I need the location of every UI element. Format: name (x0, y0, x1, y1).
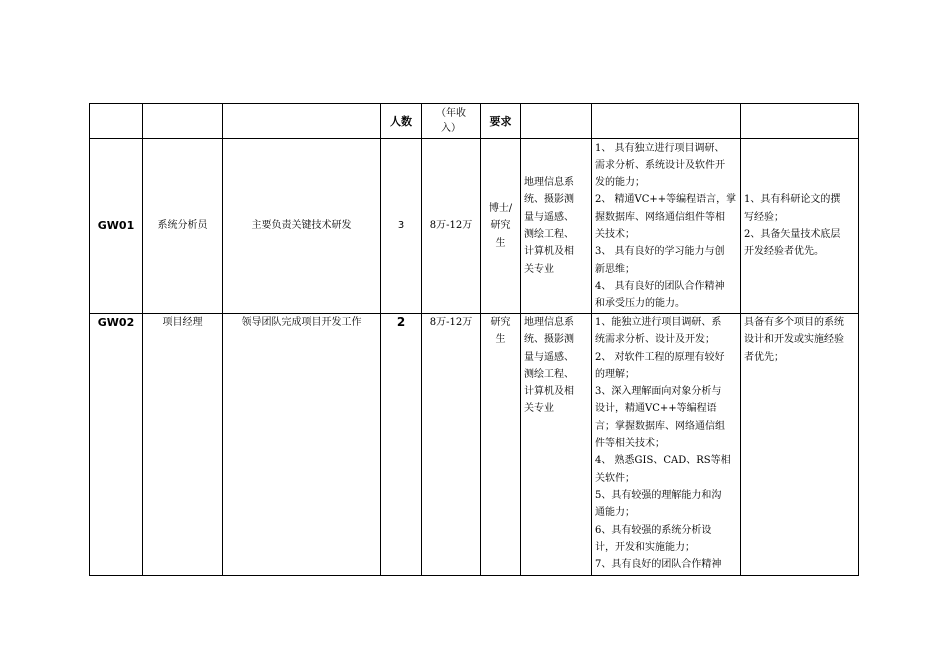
skill-line: 6、具有较强的系统分析设 (595, 524, 712, 536)
job-salary: 8万-12万 (422, 314, 481, 576)
skill-line: 5、具有较强的理解能力和沟 (595, 489, 722, 501)
header-skills-cell (592, 104, 741, 139)
job-headcount: 3 (381, 139, 422, 314)
skill-line: 和承受压力的能力。 (595, 298, 685, 310)
skill-line: 2、 对软件工程的原理有较好 (595, 351, 725, 363)
degree-line: 研究 (490, 317, 511, 328)
job-duty: 主要负责关键技术研发 (223, 139, 381, 314)
job-position: 项目经理 (143, 314, 223, 576)
header-row (90, 104, 859, 139)
skill-line: 3、 具有良好的学习能力与创 (595, 246, 725, 258)
job-skills (592, 314, 741, 576)
bonus-line: 写经验； (744, 211, 784, 223)
header-major-cell (521, 104, 592, 139)
job-table (89, 103, 859, 576)
bonus-line: 2、具备矢量技术底层 (744, 229, 841, 240)
major-line: 量与遥感、 (524, 351, 574, 363)
degree-line: 研究 (490, 220, 511, 232)
skill-line: 新思维； (595, 263, 635, 275)
job-code: GW02 (90, 314, 143, 576)
header-salary (422, 104, 481, 139)
degree-line: 生 (495, 237, 506, 249)
job-headcount: 2 (381, 314, 422, 576)
table-row (90, 314, 859, 576)
major-line: 统、摄影测 (524, 334, 574, 346)
major-line: 地理信息系 (524, 317, 574, 328)
skill-line: 1、 具有独立进行项目调研、 (595, 142, 725, 154)
job-bonus (741, 314, 859, 576)
job-degree (481, 139, 521, 314)
skill-line: 发的能力； (595, 177, 645, 189)
header-code-cell (90, 104, 143, 139)
skill-line: 需求分析、系统设计及软件开 (595, 159, 725, 171)
job-code: GW01 (90, 139, 143, 314)
header-requirement: 要求 (481, 104, 521, 139)
job-skills (592, 139, 741, 314)
job-major (521, 314, 592, 576)
bonus-line: 具备有多个项目的系统 (744, 317, 844, 328)
major-line: 地理信息系 (524, 177, 574, 189)
job-major (521, 139, 592, 314)
skill-line: 7、具有良好的团队合作精神 (595, 559, 722, 571)
bonus-line: 者优先； (744, 351, 784, 363)
job-degree (481, 314, 521, 576)
skill-line: 3、深入理解面向对象分析与 (595, 386, 722, 398)
skill-line: 关技术； (595, 229, 635, 240)
major-line: 统、摄影测 (524, 194, 574, 206)
major-line: 计算机及相 (524, 246, 574, 258)
job-position: 系统分析员 (143, 139, 223, 314)
major-line: 测绘工程、 (524, 368, 574, 380)
major-line: 计算机及相 (524, 386, 574, 398)
job-salary: 8万-12万 (422, 139, 481, 314)
header-position-cell (143, 104, 223, 139)
major-line: 测绘工程、 (524, 229, 574, 240)
degree-line: 生 (495, 334, 506, 346)
skill-line: 设计，精通VC++等编程语 (595, 403, 717, 415)
major-line: 关专业 (524, 263, 554, 275)
header-duty-cell (223, 104, 381, 139)
header-bonus-cell (741, 104, 859, 139)
degree-line: 博士/ (488, 203, 513, 215)
bonus-line: 设计和开发或实施经验 (744, 334, 844, 346)
skill-line: 4、 熟悉GIS、CAD、RS等相 (595, 455, 731, 467)
skill-line: 计，开发和实施能力； (595, 541, 695, 553)
header-salary-line1: （年收 (436, 108, 466, 119)
skill-line: 通能力； (595, 507, 635, 519)
skill-line: 件等相关技术； (595, 438, 665, 450)
skill-line: 握数据库、网络通信组件等相 (595, 211, 725, 223)
bonus-line: 开发经验者优先。 (744, 246, 824, 258)
skill-line: 的理解； (595, 368, 635, 380)
skill-line: 言；掌握数据库、网络通信组 (595, 420, 725, 432)
skill-line: 统需求分析、设计及开发； (595, 334, 715, 346)
bonus-line: 1、具有科研论文的撰 (744, 194, 841, 206)
skill-line: 1、能独立进行项目调研、系 (595, 317, 722, 328)
job-duty: 领导团队完成项目开发工作 (223, 314, 381, 576)
header-headcount: 人数 (381, 104, 422, 139)
skill-line: 4、 具有良好的团队合作精神 (595, 280, 725, 292)
skill-line: 2、 精通VC++等编程语言，掌 (595, 194, 737, 206)
table-row (90, 139, 859, 314)
major-line: 量与遥感、 (524, 211, 574, 223)
major-line: 关专业 (524, 403, 554, 415)
header-salary-line2: 入） (441, 123, 461, 134)
job-bonus (741, 139, 859, 314)
skill-line: 关软件； (595, 472, 635, 484)
